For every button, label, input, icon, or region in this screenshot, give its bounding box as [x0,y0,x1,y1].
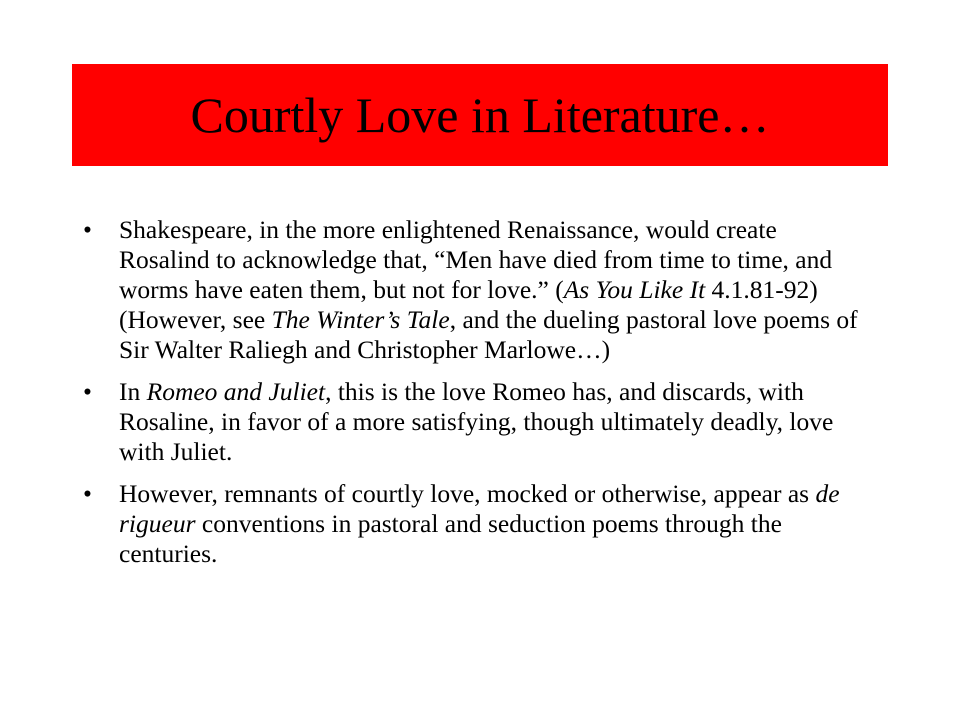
bullet-text [119,377,873,467]
bullet-marker: • [83,377,92,406]
italic-title-winters-tale: The Winter’s Tale [271,305,450,334]
bullet-list [83,215,873,581]
bullet-item [83,479,873,569]
text-segment: Shakespeare, in the more enlightened Renaissance, would create Rosalind to acknowledge that, “Men have died from time to time, and worms have eaten them, but not for love.” ( [119,215,833,304]
text-segment: conventions in pastoral and seduction poems through the centuries. [119,509,782,568]
title-bar [72,64,888,166]
bullet-marker: • [83,479,92,508]
italic-phrase-de-rigueur: de rigueur [119,479,840,538]
italic-title-as-you-like-it: As You Like It [563,275,706,304]
bullet-marker: • [83,215,92,244]
slide-title: Courtly Love in Literature… [190,87,770,143]
bullet-item [83,377,873,467]
bullet-text [119,479,873,569]
text-segment: 4.1.81-92) (However, see [119,275,818,334]
italic-title-romeo-and-juliet: Romeo and Juliet [146,377,326,406]
bullet-text [119,215,873,365]
text-segment: , this is the love Romeo has, and discards, with Rosaline, in favor of a more satisfying, though ultimately deadly, love with Juliet. [119,377,834,466]
bullet-item [83,215,873,365]
text-segment: , and the dueling pastoral love poems of Sir Walter Raliegh and Christopher Marlowe…) [119,305,858,364]
text-segment: In [119,377,147,406]
text-segment: However, remnants of courtly love, mocked or otherwise, appear as [119,479,816,508]
